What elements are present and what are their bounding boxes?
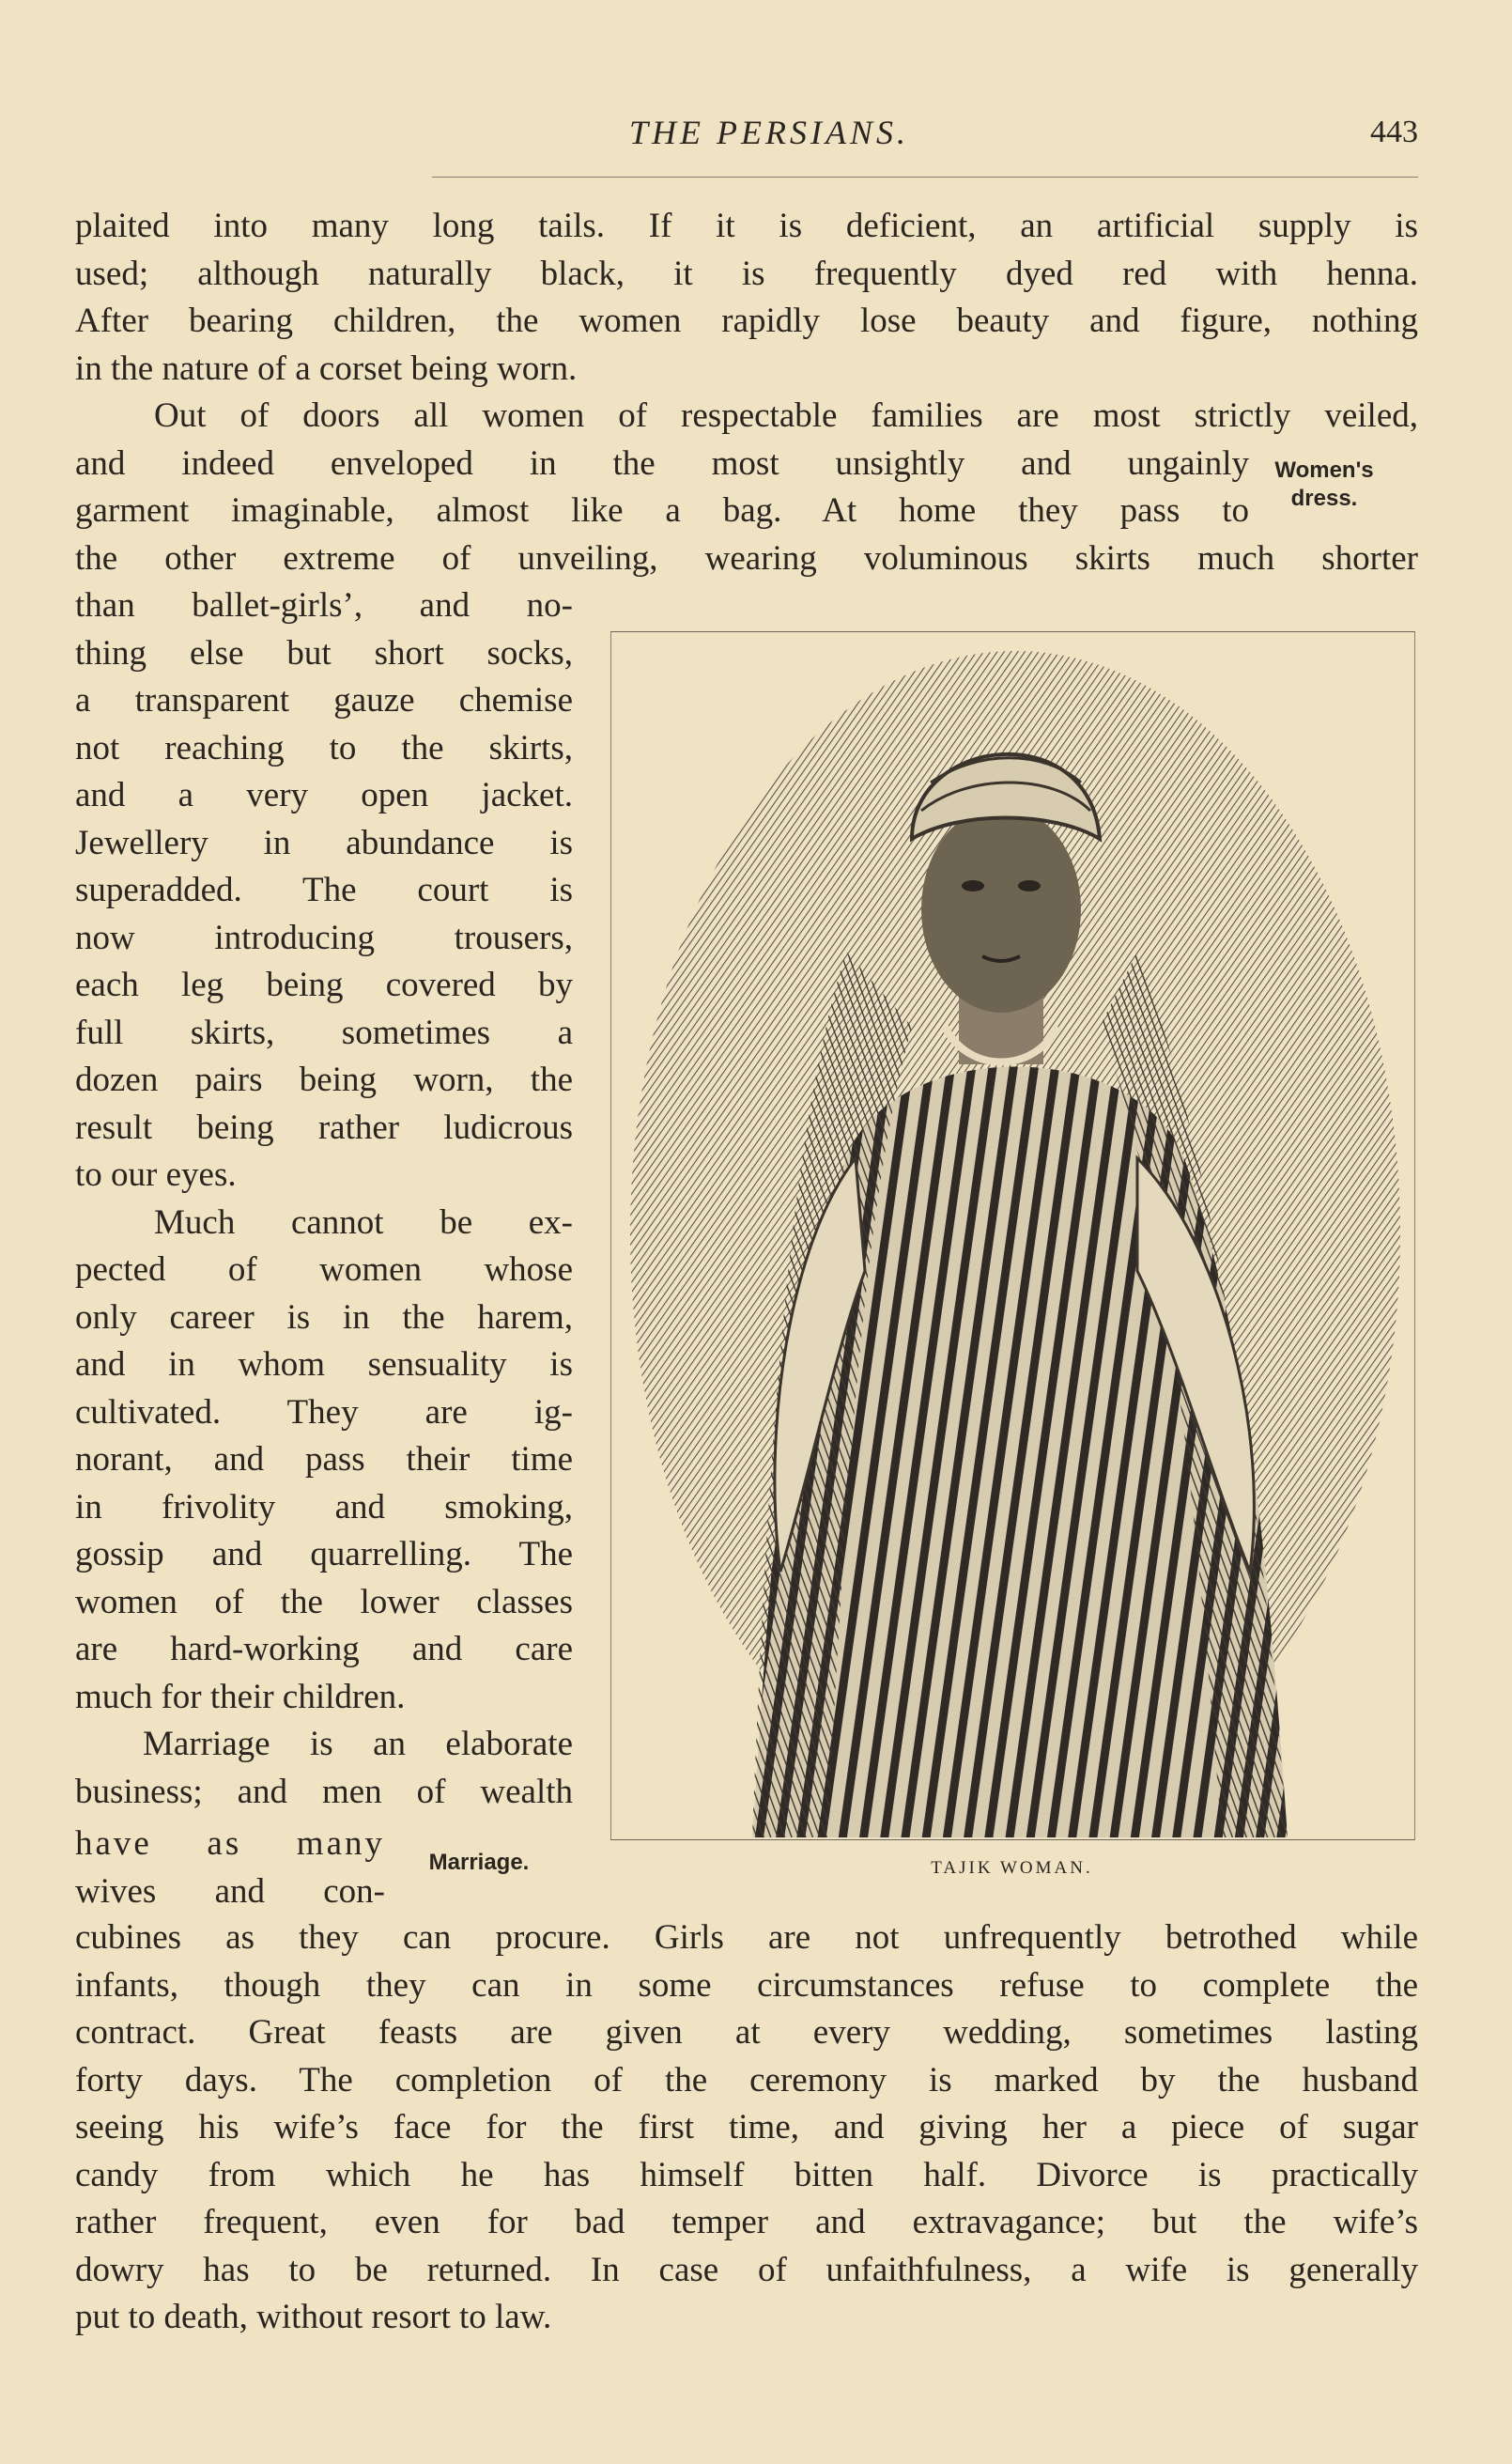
illustration-tajik-woman <box>610 631 1415 1840</box>
text-line: rather frequent, even for bad temper and extravagance; but the wife’s <box>75 2203 1418 2241</box>
text-line: norant, and pass their time <box>75 1440 573 1479</box>
text-line: Out of doors all women of respectable families are most strictly veiled, <box>154 396 1418 435</box>
text-line: candy from which he has himself bitten half. Divorce is practically <box>75 2155 1418 2194</box>
text-line: After bearing children, the women rapidly lose beauty and figure, nothing <box>75 302 1418 340</box>
margin-note-line: dress. <box>1290 486 1358 511</box>
text-line: in frivolity and smoking, <box>75 1487 573 1526</box>
text-line: women of the lower classes <box>75 1582 573 1621</box>
text-line: are hard-working and care <box>75 1630 573 1668</box>
text-line: plaited into many long tails. If it is deficient, an artificial supply is <box>75 207 1418 245</box>
text-line: result being rather ludicrous <box>75 1108 573 1147</box>
text-line: contract. Great feasts are given at every wedding, sometimes lasting <box>75 2013 1418 2052</box>
margin-note-marriage: Marriage. <box>428 1850 530 1875</box>
text-line: full skirts, sometimes a <box>75 1013 573 1052</box>
text-line: much for their children. <box>75 1677 406 1716</box>
text-line: wives and con- <box>75 1871 385 1911</box>
text-line: and indeed enveloped in the most unsightly and ungainly <box>75 443 1249 483</box>
text-line: have as many <box>75 1824 385 1863</box>
page-number: 443 <box>1370 115 1418 149</box>
text-line: superadded. The court is <box>75 871 573 909</box>
text-line: business; and men of wealth <box>75 1772 573 1811</box>
text-line: cultivated. They are ig- <box>75 1392 573 1432</box>
paragraph-hair <box>75 203 1418 393</box>
running-head <box>75 113 1418 169</box>
engraving-image <box>611 632 1412 1837</box>
text-line: pected of women whose <box>75 1250 573 1289</box>
figure-caption: TAJIK WOMAN. <box>931 1858 1093 1878</box>
left-eye <box>962 880 984 891</box>
header-rule <box>432 177 1418 178</box>
text-line: dowry has to be returned. In case of unfaithfulness, a wife is generally <box>75 2250 1418 2289</box>
text-line: garment imaginable, almost like a bag. At home they pass to <box>75 491 1249 530</box>
right-eye <box>1018 880 1041 891</box>
text-line: Marriage is an elaborate <box>143 1725 573 1763</box>
face <box>921 806 1081 1013</box>
text-line: a transparent gauze chemise <box>75 681 573 720</box>
margin-note-line: Women's <box>1274 457 1374 483</box>
marriage-narrow-lines <box>75 1821 385 1915</box>
text-line: and in whom sensuality is <box>75 1345 573 1384</box>
text-line: only career is in the harem, <box>75 1297 573 1337</box>
text-line: cubines as they can procure. Girls are not unfrequently betrothed while <box>75 1918 1418 1957</box>
margin-note-dress <box>1258 457 1390 513</box>
left-column <box>75 582 573 1816</box>
text-line: thing else but short socks, <box>75 633 573 673</box>
paragraph-dress-full <box>75 393 1418 582</box>
text-line: in the nature of a corset being worn. <box>75 349 578 388</box>
text-line: than ballet-girls’, and no- <box>75 586 573 625</box>
text-line: now introducing trousers, <box>75 918 573 957</box>
text-line: to our eyes. <box>75 1155 237 1194</box>
text-line: dozen pairs being worn, the <box>75 1061 573 1099</box>
text-line: the other extreme of unveiling, wearing voluminous skirts much shorter <box>75 538 1418 578</box>
text-line: not reaching to the skirts, <box>75 728 573 767</box>
text-line: seeing his wife’s face for the first time, and giving her a piece of sugar <box>75 2108 1418 2146</box>
text-line: Jewellery in abundance is <box>75 823 573 862</box>
text-line: each leg being covered by <box>75 966 573 1004</box>
text-line: forty days. The completion of the ceremony is marked by the husband <box>75 2060 1418 2100</box>
text-line: and a very open jacket. <box>75 776 573 814</box>
running-title: THE PERSIANS. <box>629 114 909 151</box>
text-line: infants, though they can in some circumstances refuse to complete the <box>75 1965 1418 2005</box>
paragraph-marriage-full <box>75 1914 1418 2342</box>
text-line: gossip and quarrelling. The <box>75 1535 573 1573</box>
text-line: used; although naturally black, it is frequently dyed red with henna. <box>75 254 1418 293</box>
text-line: put to death, without resort to law. <box>75 2298 552 2336</box>
text-line: Much cannot be ex- <box>154 1202 573 1242</box>
